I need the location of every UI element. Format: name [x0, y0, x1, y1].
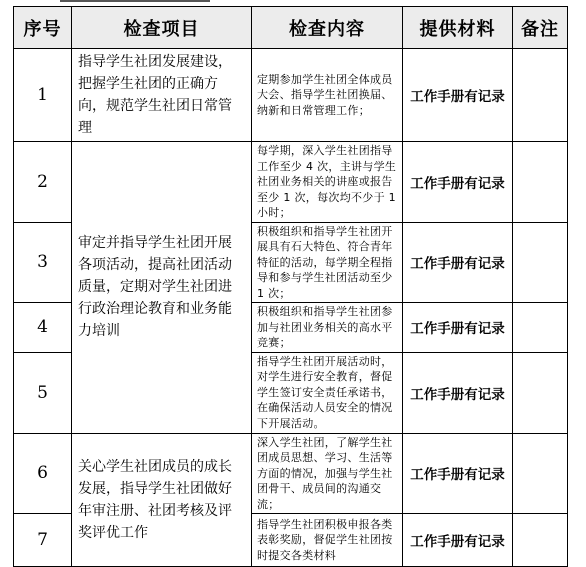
content-cell: 深入学生社团，了解学生社团成员思想、学习、生活等方面的情况，加强与学生社团骨干、成员间的沟通交流；: [252, 433, 403, 514]
header-project: 检查项目: [72, 7, 252, 49]
project-cell-3: 关心学生社团成员的成长发展，指导学生社团做好年审注册、社团考核及评奖评优工作: [72, 433, 252, 567]
row-number: 1: [14, 49, 72, 142]
notes-cell: [513, 303, 568, 353]
content-cell: 指导学生社团积极申报各类表彰奖励，督促学生社团按时提交各类材料: [252, 514, 403, 567]
content-cell: 定期参加学生社团全体成员大会、指导学生社团换届、纳新和日常管理工作；: [252, 49, 403, 142]
materials-cell: 工作手册有记录: [403, 142, 513, 223]
table-row: [14, 433, 568, 514]
project-cell-1: 指导学生社团发展建设，把握学生社团的正确方向，规范学生社团日常管理: [72, 49, 252, 142]
materials-cell: 工作手册有记录: [403, 433, 513, 514]
row-number: 5: [14, 352, 72, 433]
materials-cell: 工作手册有记录: [403, 514, 513, 567]
notes-cell: [513, 352, 568, 433]
header-no: 序号: [14, 7, 72, 49]
materials-cell: 工作手册有记录: [403, 303, 513, 353]
cropped-text-line: [60, 0, 260, 4]
table-row: [14, 49, 568, 142]
materials-cell: 工作手册有记录: [403, 49, 513, 142]
row-number: 4: [14, 303, 72, 353]
content-cell: 积极组织和指导学生社团开展具有石大特色、符合青年特征的活动，每学期全程指导和参与学生社团活动至少 1 次；: [252, 222, 403, 303]
notes-cell: [513, 433, 568, 514]
header-materials: 提供材料: [403, 7, 513, 49]
row-number: 7: [14, 514, 72, 567]
notes-cell: [513, 222, 568, 303]
notes-cell: [513, 514, 568, 567]
content-cell: 积极组织和指导学生社团参加与社团业务相关的高水平竞赛；: [252, 303, 403, 353]
header-row: [14, 7, 568, 49]
notes-cell: [513, 142, 568, 223]
row-number: 2: [14, 142, 72, 223]
table-row: [14, 142, 568, 223]
content-cell: 每学期，深入学生社团指导工作至少 4 次，主讲与学生社团业务相关的讲座或报告至少 1 次，每次均不少于 1 小时；: [252, 142, 403, 223]
project-cell-2: 审定并指导学生社团开展各项活动，提高社团活动质量，定期对学生社团进行政治理论教育和业务能力培训: [72, 142, 252, 434]
row-number: 3: [14, 222, 72, 303]
inspection-table: [13, 6, 568, 567]
materials-cell: 工作手册有记录: [403, 352, 513, 433]
header-notes: 备注: [513, 7, 568, 49]
content-cell: 指导学生社团开展活动时，对学生进行安全教育，督促学生签订安全责任承诺书，在确保活动人员安全的情况下开展活动。: [252, 352, 403, 433]
notes-cell: [513, 49, 568, 142]
header-content: 检查内容: [252, 7, 403, 49]
row-number: 6: [14, 433, 72, 514]
materials-cell: 工作手册有记录: [403, 222, 513, 303]
